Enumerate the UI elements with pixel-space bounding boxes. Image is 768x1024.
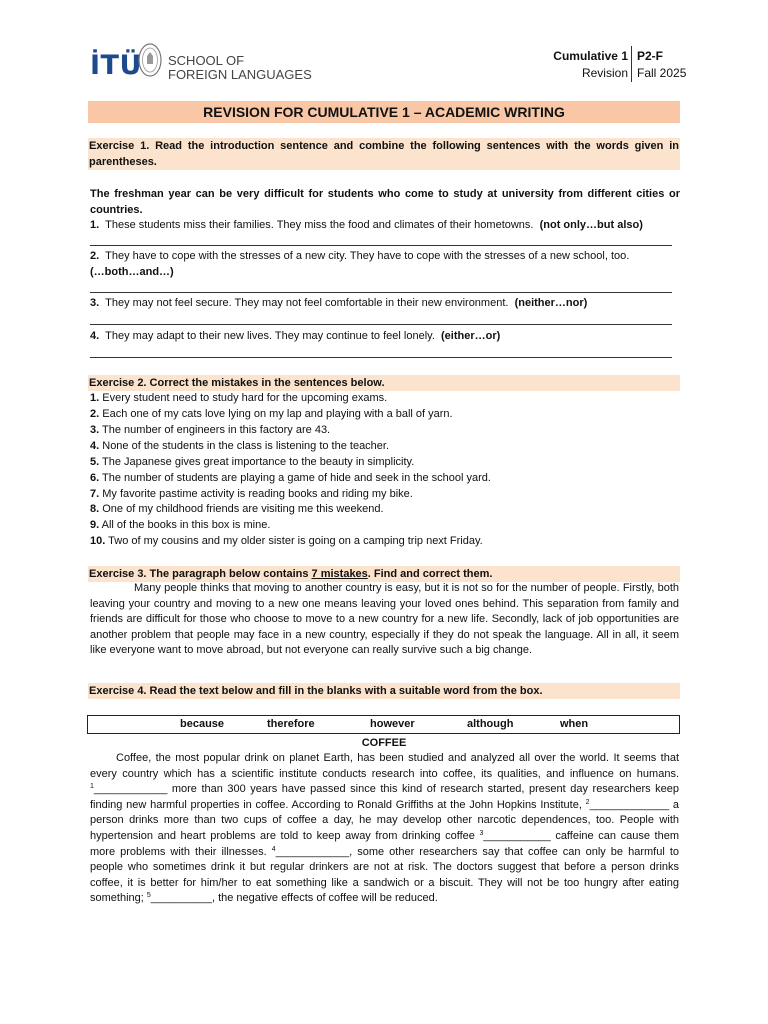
list-item: 3. The number of engineers in this factory are 43. xyxy=(90,424,331,436)
word-option: however xyxy=(370,718,415,730)
list-item: 9. All of the books in this box is mine. xyxy=(90,519,271,531)
answer-line[interactable] xyxy=(90,357,672,358)
header-term-info: P2-F Fall 2025 xyxy=(637,49,687,80)
list-item: 5. The Japanese gives great importance to the beauty in simplicity. xyxy=(90,456,415,468)
exercise-1-item: 1. These students miss their families. They miss the food and climates of their hometowns. (not only…but also) xyxy=(90,219,643,231)
text-title: COFFEE xyxy=(361,737,407,749)
exercise-4-heading: Exercise 4. Read the text below and fill in the blanks with a suitable word from the box. xyxy=(88,683,680,699)
exercise-1-heading: Exercise 1. Read the introduction sentence and combine the following sentences with the words given in parentheses. xyxy=(89,140,679,168)
word-option: although xyxy=(467,718,514,730)
exercise-3-heading: Exercise 3. The paragraph below contains 7 mistakes. Find and correct them. xyxy=(88,566,680,582)
answer-line[interactable] xyxy=(90,292,672,293)
answer-line[interactable] xyxy=(90,324,672,325)
list-item: 1. Every student need to study hard for the upcoming exams. xyxy=(90,392,388,404)
exercise-1-item: 4. They may adapt to their new lives. They may continue to feel lonely. (either…or) xyxy=(90,330,501,342)
list-item: 2. Each one of my cats love lying on my lap and playing with a ball of yarn. xyxy=(90,408,453,420)
exercise-1-item: 2. They have to cope with the stresses of a new city. They have to cope with the stresses of a new school, too. (…both…and…) xyxy=(90,250,630,278)
header-divider xyxy=(631,46,632,82)
word-option: because xyxy=(180,718,225,730)
header-course-info: Cumulative 1 Revision xyxy=(553,49,628,80)
word-option: when xyxy=(560,718,589,730)
exercise-4-text: Coffee, the most popular drink on planet Earth, has been studied and analyzed all over the world. It seems that every country which has a scientific institute conducts research into coffee, its qualities, and influence on humans. $^1$____________ more than 300 years have passed since this kind of research started, present day researchers keep finding new harmful properties in coffee. According to Ronald Griffiths at the John Hopkins Institute, $^2$_____________ a person drinks more than two cups of coffee a day, he may develop other narcotic dependences, too. People with hypertension and heart problems are told to keep away from drinking coffee $^3$___________ caffeine can cause them more problems with their illnesses. $^4$____________, some other researchers say that coffee can only be harmful to people who sometimes drink it but regular drinkers are not at risk. The doctors suggest that before a person drinks coffee, it is better for him/her to eat something like a sandwich or a biscuit. They will not be too hungry after eating something; $^5$__________, the negative effects of coffee will be reduced. xyxy=(90,752,680,905)
exercise-1-item: 3. They may not feel secure. They may not feel comfortable in their new environment. (neither…nor) xyxy=(90,297,588,309)
list-item: 7. My favorite pastime activity is reading books and riding my bike. xyxy=(90,488,413,500)
school-name: SCHOOL OF FOREIGN LANGUAGES xyxy=(168,53,312,82)
university-seal-icon xyxy=(138,42,162,78)
list-item: 10. Two of my cousins and my older sister is going on a camping trip next Friday. xyxy=(90,535,483,547)
page-title: REVISION FOR CUMULATIVE 1 – ACADEMIC WRITING xyxy=(88,101,680,123)
list-item: 8. One of my childhood friends are visiting me this weekend. xyxy=(90,503,384,515)
exercise-1-intro: The freshman year can be very difficult for students who come to study at university from different cities or countries. xyxy=(90,188,680,216)
exercise-3-paragraph: Many people thinks that moving to another country is easy, but it is not so for the number of people. Firstly, both leaving your country and moving to a new one means leaving your loved ones behind. This separation from family and friends are difficult for those who choose to move to a new country for a new life. Secondly, lack of job opportunities are another problem that people may face in a new country, especially if they do not speak the language. All in all, it seem like everyone want to move abroad, but not everyone can really survive such a big change. xyxy=(90,582,679,657)
word-option: therefore xyxy=(267,718,315,730)
word-box xyxy=(87,715,680,734)
itu-logo: İTÜ xyxy=(90,50,142,81)
answer-line[interactable] xyxy=(90,245,672,246)
list-item: 4. None of the students in the class is listening to the teacher. xyxy=(90,440,390,452)
list-item: 6. The number of students are playing a game of hide and seek in the school yard. xyxy=(90,472,491,484)
exercise-2-heading: Exercise 2. Correct the mistakes in the sentences below. xyxy=(88,375,680,391)
